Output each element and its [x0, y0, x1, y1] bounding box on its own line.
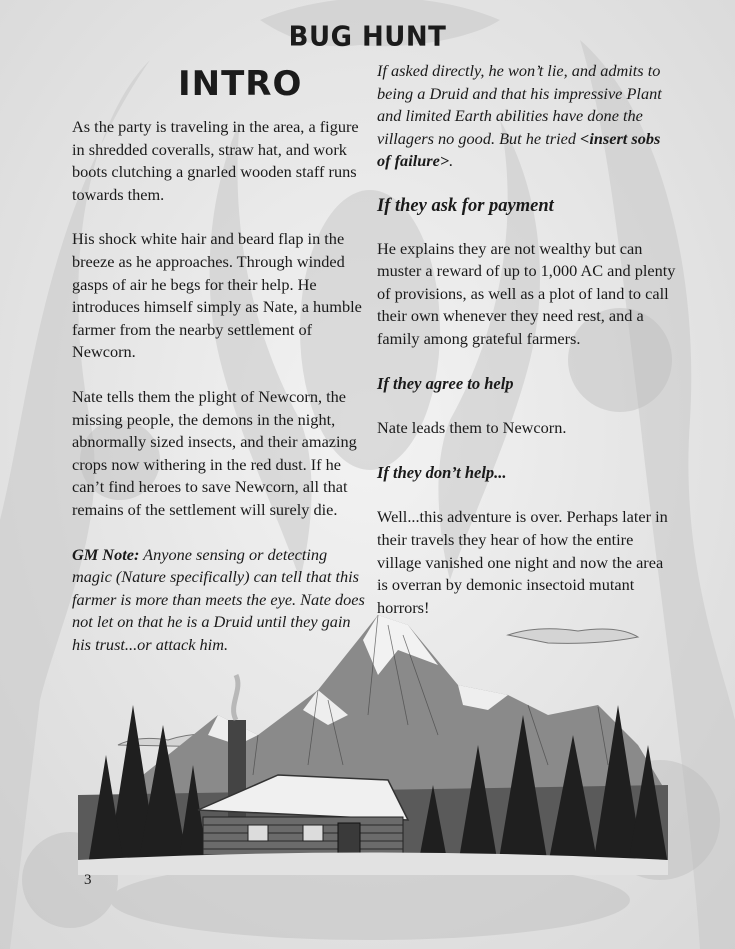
gm-note-label: GM Note:: [72, 544, 140, 564]
dont-help-heading: If they don’t help...: [377, 462, 507, 482]
agree-paragraph: Nate leads them to Newcorn.: [377, 418, 567, 438]
page-number: 3: [84, 872, 92, 888]
agree-heading: If they agree to help: [377, 373, 514, 393]
druid-paragraph: [377, 60, 677, 173]
payment-heading: If they ask for payment: [377, 195, 554, 216]
gm-note-text: Anyone sensing or detecting magic (Nature specifically) can tell that this farmer is more than meets the eye. Nate does not let on that he is a Druid until they gain his trust...or attack him.: [72, 544, 365, 654]
intro-paragraph-3: Nate tells them the plight of Newcorn, the missing people, the demons in the night, abnormally sized insects, and their amazing crops now withering in the red dust. If he can’t find heroes to save Newcorn, all that remains of the settlement will surely die.: [72, 386, 357, 519]
page-title: BUG HUNT: [288, 21, 447, 53]
intro-paragraph-2: His shock white hair and beard flap in the breeze as he approaches. Through winded gasps of air he begs for their help. He introduces himself simply as Nate, a humble farmer from the nearby settlement of Newcorn.: [72, 229, 362, 362]
gm-note: [72, 544, 370, 657]
payment-paragraph: He explains they are not wealthy but can muster a reward of up to 1,000 AC and plenty of provisions, as well as a plot of land to call their own whenever they need rest, and a family among grateful farmers.: [377, 238, 676, 348]
section-title: INTRO: [178, 64, 303, 104]
right-column: [377, 60, 677, 641]
left-column: [72, 116, 370, 678]
druid-bold-text: <insert sobs of failure>: [377, 128, 661, 171]
druid-end: .: [449, 151, 454, 171]
intro-paragraph-1: As the party is traveling in the area, a figure in shredded coveralls, straw hat, and work boots clutching a gnarled wooden staff runs towards them.: [72, 117, 359, 204]
druid-text: If asked directly, he won’t lie, and admits to being a Druid and that his impressive Plant and limited Earth abilities have done the villagers no good. But he tried: [377, 61, 662, 148]
dont-help-paragraph: Well...this adventure is over. Perhaps later in their travels they hear of how the entire village vanished one night and now the area is overran by demonic insectoid mutant horrors!: [377, 507, 668, 617]
